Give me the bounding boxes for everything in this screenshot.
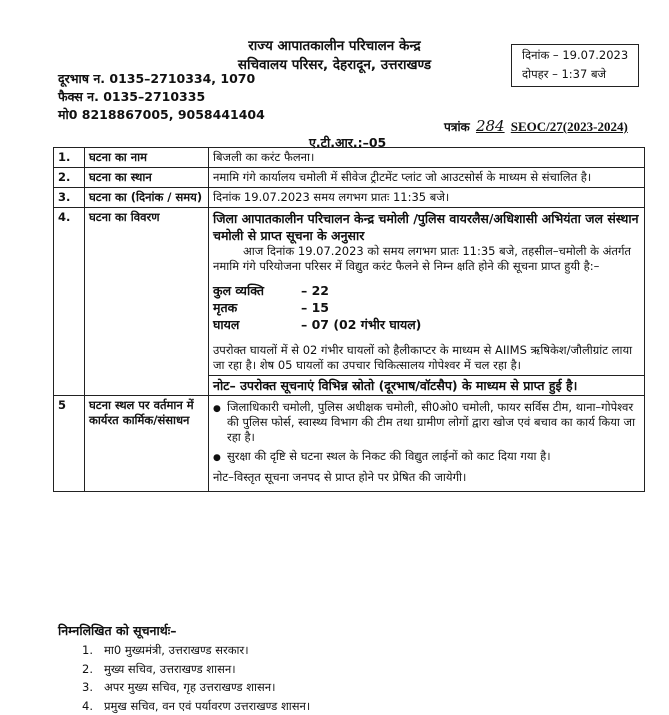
table-row bbox=[54, 188, 645, 208]
stat-row: मृतक – 15 bbox=[213, 299, 640, 316]
row-label: घटना का विवरण bbox=[85, 208, 209, 396]
row-label: घटना स्थल पर वर्तमान में कार्यरत कार्मिक/संसाधन bbox=[85, 396, 209, 492]
stat-row: कुल व्यक्ति – 22 bbox=[213, 282, 640, 299]
reference-label: पत्रांक bbox=[444, 120, 470, 134]
list-item: 1. मा0 मुख्यमंत्री, उत्तराखण्ड सरकार। bbox=[82, 641, 310, 660]
recipient-list bbox=[82, 641, 310, 715]
reference-handwritten-number: 284 bbox=[476, 117, 505, 135]
stat-row: घायल – 07 (02 गंभीर घायल) bbox=[213, 316, 640, 333]
resources-cell bbox=[209, 396, 645, 492]
row-number: 1. bbox=[54, 148, 85, 168]
mobile-numbers: मो0 8218867005, 9058441404 bbox=[58, 106, 265, 124]
row-value: नमामि गंगे कार्यालय चमोली में सीवेज ट्रीटमेंट प्लांट जो आउटसोर्स के माध्यम से संचालित है। bbox=[209, 168, 645, 188]
office-address: सचिवालय परिसर, देहरादून, उत्तराखण्ड bbox=[0, 55, 669, 73]
bullet-icon: ● bbox=[213, 449, 227, 466]
incident-paragraph: आज दिनांक 19.07.2023 को समय लगभग प्रातः 11:35 बजे, तहसील–चमोली के अंतर्गत नमामि गंगे परियोजना परिसर में विद्युत करंट फैलने से निम्न क्षति होने की सूचना प्राप्त हुयी है:– bbox=[213, 244, 640, 274]
bullet-icon: ● bbox=[213, 400, 227, 445]
list-item: 2. मुख्य सचिव, उत्तराखण्ड शासन। bbox=[82, 660, 310, 679]
list-item: ● सुरक्षा की दृष्टि से घटना स्थल के निकट की विद्युत लाईनों को काट दिया गया है। bbox=[213, 449, 640, 466]
office-title: राज्य आपातकालीन परिचालन केन्द्र bbox=[0, 36, 669, 54]
contact-block bbox=[58, 70, 265, 124]
list-item: ● जिलाधिकारी चमोली, पुलिस अधीक्षक चमोली, सी0ओ0 चमोली, फायर सर्विस टीम, थाना–गोपेश्वर की पुलिस फोर्स, स्वास्थ्य विभाग की टीम तथा ग्रामीण लोगों द्वारा खोज एवं बचाव का कार्य किया जा रहा है। bbox=[213, 400, 640, 445]
phone-numbers: दूरभाष न. 0135–2710334, 1070 bbox=[58, 70, 265, 88]
injured-note: उपरोक्त घायलों में से 02 गंभीर घायलों को हैलीकाप्टर के माध्यम से AIIMS ऋषिकेश/जौलीग्रांट लाया जा रहा है। शेष 05 घायलों का उपचार चिकित्सालय गोपेश्वर में चल रहा है। bbox=[213, 343, 640, 373]
list-item: 4. प्रमुख सचिव, वन एवं पर्यावरण उत्तराखण्ड शासन। bbox=[82, 697, 310, 715]
row-number: 5 bbox=[54, 396, 85, 492]
report-date: दिनांक – 19.07.2023 bbox=[522, 46, 638, 65]
row-label: घटना का नाम bbox=[85, 148, 209, 168]
row-number: 2. bbox=[54, 168, 85, 188]
followup-note: नोट–विस्तृत सूचना जनपद से प्राप्त होने पर प्रेषित की जायेगी। bbox=[213, 470, 640, 485]
row-label: घटना का (दिनांक / समय) bbox=[85, 188, 209, 208]
row-value: दिनांक 19.07.2023 समय लगभग प्रातः 11:35 बजे। bbox=[209, 188, 645, 208]
source-heading: जिला आपातकालीन परिचालन केन्द्र चमोली /पुलिस वायरलैस/अधिशासी अभियंता जल संस्थान चमोली से प्राप्त सूचना के अनुसार bbox=[213, 210, 640, 244]
source-note: नोट– उपरोक्त सूचनाएं विभिन्न स्रोतो (दूरभाष/वॉटसैप) के माध्यम से प्राप्त हुई है। bbox=[209, 376, 645, 396]
table-row bbox=[54, 208, 645, 376]
table-row bbox=[54, 396, 645, 492]
incident-description bbox=[209, 208, 645, 376]
reference-code: SEOC/27(2023-2024) bbox=[511, 119, 628, 134]
date-time-box bbox=[511, 44, 639, 87]
info-heading: निम्नलिखित को सूचनार्थः– bbox=[58, 622, 177, 639]
report-time: दोपहर – 1:37 बजे bbox=[522, 65, 638, 84]
casualty-stats bbox=[213, 282, 640, 333]
table-row bbox=[54, 168, 645, 188]
row-number: 3. bbox=[54, 188, 85, 208]
row-number: 4. bbox=[54, 208, 85, 396]
fax-number: फैक्स न. 0135–2710335 bbox=[58, 88, 265, 106]
reference-number bbox=[444, 117, 628, 135]
table-row bbox=[54, 148, 645, 168]
report-id: ए.टी.आर.:–05 bbox=[309, 134, 386, 151]
incident-table bbox=[53, 147, 645, 492]
list-item: 3. अपर मुख्य सचिव, गृह उत्तराखण्ड शासन। bbox=[82, 678, 310, 697]
row-value: बिजली का करंट फैलना। bbox=[209, 148, 645, 168]
row-label: घटना का स्थान bbox=[85, 168, 209, 188]
